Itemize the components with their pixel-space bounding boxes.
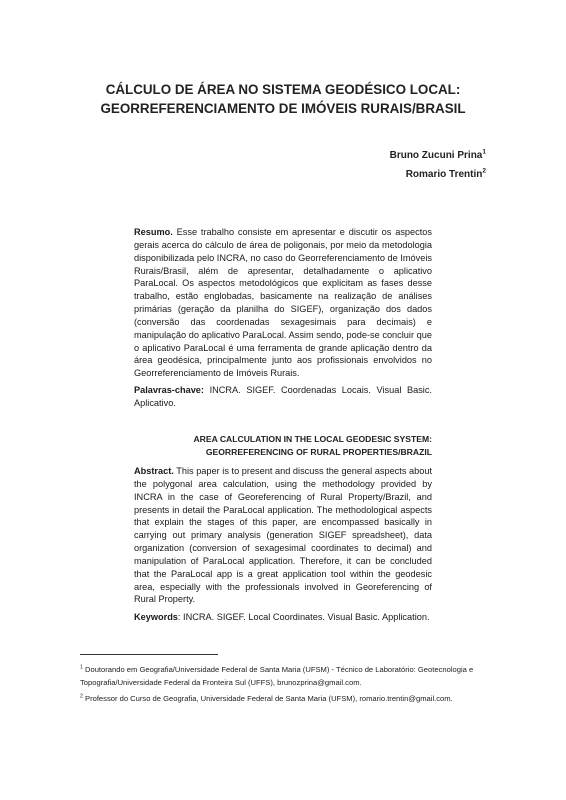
title-line-1: CÁLCULO DE ÁREA NO SISTEMA GEODÉSICO LOCAL:: [105, 82, 461, 97]
keywords-text: : INCRA. SIGEF. Local Coordinates. Visual Basic. Application.: [177, 612, 430, 622]
footnote-divider: [80, 654, 218, 655]
resumo-label: Resumo.: [134, 227, 173, 237]
palavras-chave-text: INCRA. SIGEF. Coordenadas Locais. Visual Basic. Aplicativo.: [134, 385, 432, 408]
footnote-2-mark: 2: [80, 693, 83, 700]
abstract-paragraph: [134, 465, 432, 606]
english-title-line-2: GEORREFERENCING OF RURAL PROPERTIES/BRAZIL: [205, 447, 432, 457]
palavras-chave-label: Palavras-chave:: [134, 385, 204, 395]
keywords-paragraph: [134, 611, 432, 624]
footnote-1-text: Doutorando em Geografia/Universidade Federal de Santa Maria (UFSM) - Técnico de Laboratório: Geotecnologia e Topografia/Universidade Federal da Fronteira Sul (UFFS), brunozprina@gmail.com.: [80, 665, 474, 687]
abstract-text: This paper is to present and discuss the general aspects about the polygonal area calculation, using the methodology provided by INCRA in the case of Georeferencing of Rural Property/Brazil, and presents in detail the ParaLocal application. The methodological aspects that explain the stages of this paper, are encompassed basically in carrying out primary analysis (generation SIGEF spreadsheet), data organization (conversion of sexagesimal coordinates to decimal) and manipulation of ParaLocal application. Therefore, it can be concluded that the ParaLocal app is a great application tool within the geodesic area, especially with the professionals involved in Georeferencing of Rural Property.: [134, 466, 432, 605]
author-1-name: Bruno Zucuni Prina: [389, 150, 483, 161]
keywords-label: Keywords: [134, 612, 178, 622]
title-line-2: GEORREFERENCIAMENTO DE IMÓVEIS RURAIS/BRASIL: [100, 101, 466, 116]
english-title-line-1: AREA CALCULATION IN THE LOCAL GEODESIC SYSTEM:: [193, 434, 432, 444]
footnote-1: [80, 664, 490, 689]
author-2: [406, 169, 486, 180]
footnote-2-text: Professor do Curso de Geografia, Universidade Federal de Santa Maria (UFSM), romario.trentin@gmail.com.: [82, 694, 453, 703]
paper-title: [60, 80, 506, 118]
author-1: [390, 150, 486, 161]
author-2-footnote-mark: 2: [482, 167, 486, 175]
resumo-paragraph: [134, 226, 432, 380]
author-2-name: Romario Trentin: [405, 169, 483, 180]
author-1-footnote-mark: 1: [482, 148, 486, 156]
footnote-2: [80, 693, 490, 706]
english-title: [134, 433, 432, 459]
abstract-label: Abstract.: [134, 466, 174, 476]
resumo-text: Esse trabalho consiste em apresentar e discutir os aspectos gerais acerca do cálculo de área de poligonais, por meio da metodologia disponibilizada pelo INCRA, no caso do Georreferenciamento de Imóveis Rurais/Brasil, além de apresentar, detalhadamente o aplicativo ParaLocal. Os aspectos metodológicos que explicitam as fases desse trabalho, estão englobadas, basicamente na realização de análises primárias (geração da planilha do SIGEF), organização dos dados (conversão das coordenadas sexagesimais para decimais) e manipulação do aplicativo ParaLocal. Assim sendo, pode-se concluir que o aplicativo ParaLocal é uma ferramenta de grande aplicação dentro da área geodésica, principalmente junto aos profissionais envolvidos no Georreferenciamento de Imóveis Rurais.: [134, 227, 432, 379]
footnote-1-mark: 1: [80, 664, 83, 671]
palavras-chave-paragraph: [134, 384, 432, 410]
